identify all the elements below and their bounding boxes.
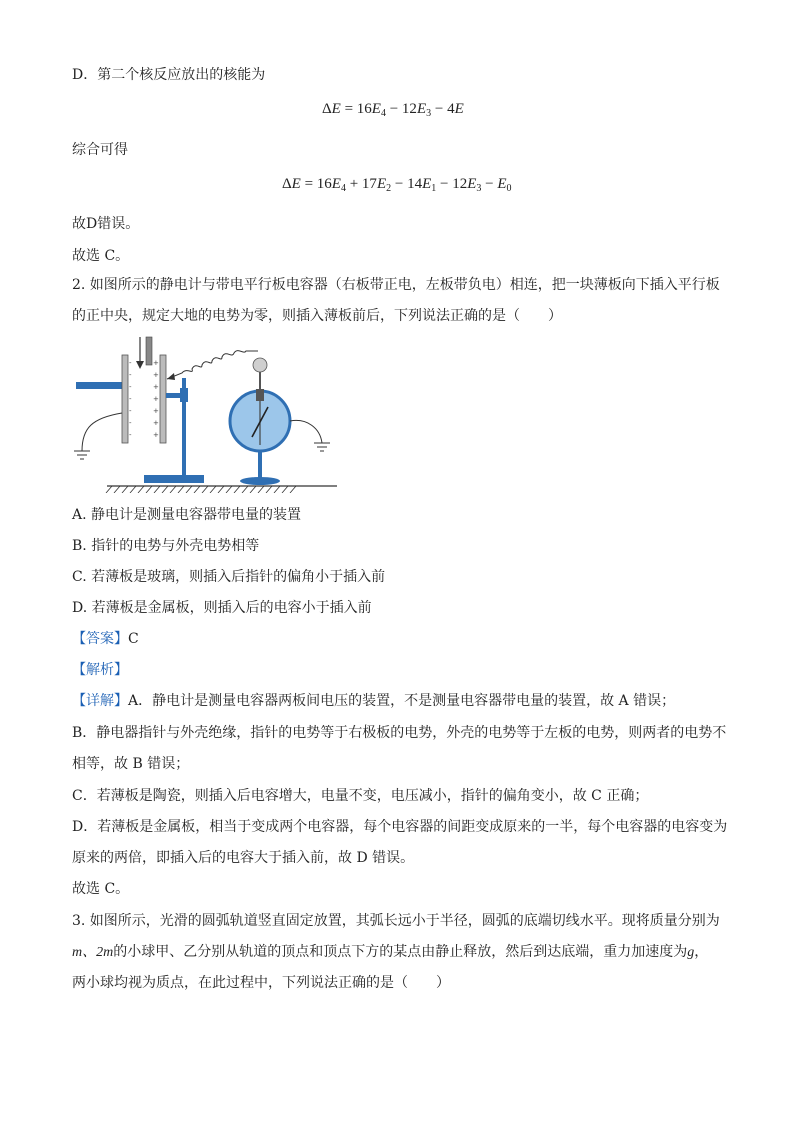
option-d: D. 若薄板是金属板，则插入后的电容小于插入前 <box>72 600 372 616</box>
question-3-line-2 <box>72 943 708 962</box>
question-2-line-1: 2. 如图所示的静电计与带电平行板电容器（右板带正电，左板带负电）相连，把一块薄板向下插入平行板 <box>72 277 720 293</box>
answer-line <box>72 630 139 648</box>
svg-text:+: + <box>153 431 159 439</box>
right-capacitor-plate <box>160 355 166 443</box>
svg-text:+: + <box>153 383 159 391</box>
equation-delta-e-2: $\Delta E = 16E_4 + 17E_2 - 14E_1 - 12E_3 - E_0$ <box>282 176 512 194</box>
question-3-line-2-end: ， <box>694 944 709 960</box>
svg-text:-: - <box>129 407 132 415</box>
svg-text:-: - <box>129 359 132 367</box>
detail-label: 【详解】 <box>72 693 128 709</box>
left-ground-icon <box>74 451 90 459</box>
svg-text:+: + <box>153 359 159 367</box>
ground-hatch <box>106 486 337 493</box>
thin-plate <box>146 337 152 365</box>
wire-arrow-icon <box>167 373 175 380</box>
svg-text:-: - <box>129 431 132 439</box>
left-plate-handle <box>76 382 122 389</box>
detail-a: A．静电计是测量电容器两板间电压的装置，不是测量电容器带电量的装置，故 A 错误； <box>128 693 676 709</box>
detail-b-line-1: B．静电器指针与外壳绝缘，指针的电势等于右极板的电势，外壳的电势等于左板的电势，则两者的电势不 <box>72 725 727 741</box>
option-a: A. 静电计是测量电容器带电量的装置 <box>72 507 302 523</box>
right-ground-wire <box>290 420 322 443</box>
svg-text:-: - <box>129 383 132 391</box>
analysis-label: 【解析】 <box>72 662 128 678</box>
option-c: C. 若薄板是玻璃，则插入后指针的偏角小于插入前 <box>72 569 386 585</box>
detail-d-line-1: D．若薄板是金属板，相当于变成两个电容器，每个电容器的间距变成原来的一半，每个电容器的电容变为 <box>72 819 728 835</box>
svg-text:-: - <box>129 419 132 427</box>
svg-text:-: - <box>129 395 132 403</box>
electrometer <box>230 358 290 485</box>
option-b: B. 指针的电势与外壳电势相等 <box>72 538 260 554</box>
answer-value: C <box>128 631 139 647</box>
right-ground-icon <box>314 443 330 451</box>
svg-text:+: + <box>153 419 159 427</box>
detail-d-line-2: 原来的两倍，即插入后的电容大于插入前，故 D 错误。 <box>72 850 415 866</box>
question-2-line-2: 的正中央，规定大地的电势为零，则插入薄板前后，下列说法正确的是（ ） <box>72 308 562 324</box>
choose-c-text-2: 故选 C。 <box>72 881 130 897</box>
coiled-wire <box>167 351 258 379</box>
detail-b-line-2: 相等，故 B 错误； <box>72 756 190 772</box>
positive-charge-marks <box>153 359 159 439</box>
svg-text:-: - <box>129 371 132 379</box>
detail-c: C．若薄板是陶瓷，则插入后电容增大，电量不变，电压减小，指针的偏角变小，故 C 正确； <box>72 788 649 804</box>
equation-delta-e-1: $\Delta E = 16E_4 - 12E_3 - 4E$ <box>322 101 464 119</box>
mass-symbols: m、2m <box>72 945 114 960</box>
question-3-line-2-text: 的小球甲、乙分别从轨道的顶点和顶点下方的某点由静止释放，然后到达底端，重力加速度为 <box>113 944 688 960</box>
svg-text:+: + <box>153 371 159 379</box>
choose-c-text-1: 故选 C。 <box>72 248 130 264</box>
svg-text:+: + <box>153 395 159 403</box>
negative-charge-marks <box>129 359 132 439</box>
svg-text:+: + <box>153 407 159 415</box>
combine-text: 综合可得 <box>72 142 128 158</box>
electrometer-capacitor-diagram <box>72 333 342 493</box>
insert-arrow-icon <box>136 337 144 369</box>
question-3-line-3: 两小球均视为质点，在此过程中，下列说法正确的是（ ） <box>72 975 450 991</box>
d-option-title: D．第二个核反应放出的核能为 <box>72 67 266 83</box>
answer-label: 【答案】 <box>72 631 128 647</box>
d-wrong-text: 故D错误。 <box>72 216 140 232</box>
left-ground-wire <box>82 413 122 451</box>
detail-a-line <box>72 692 675 710</box>
left-capacitor-plate <box>122 355 128 443</box>
gravity-symbol: g <box>687 945 695 960</box>
question-3-line-1: 3. 如图所示，光滑的圆弧轨道竖直固定放置，其弧长远小于半径，圆弧的底端切线水平。现将质量分别为 <box>72 913 720 929</box>
